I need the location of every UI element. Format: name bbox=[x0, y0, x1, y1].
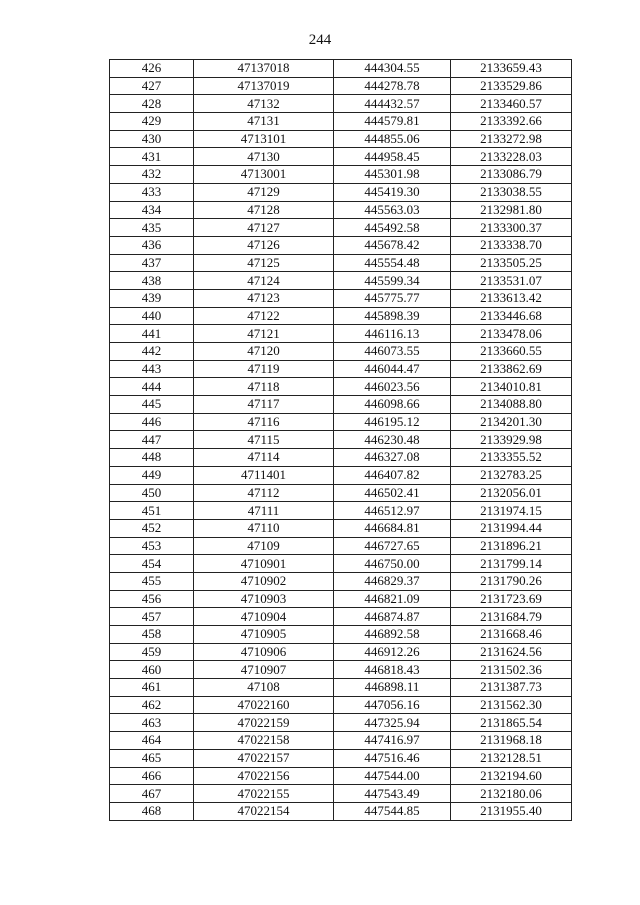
point-number-cell: 441 bbox=[110, 325, 194, 343]
y-coordinate-cell: 2131624.56 bbox=[451, 643, 572, 661]
point-id-cell: 47111 bbox=[194, 502, 334, 520]
y-coordinate-cell: 2133038.55 bbox=[451, 183, 572, 201]
point-id-cell: 47132 bbox=[194, 95, 334, 113]
point-number-cell: 467 bbox=[110, 785, 194, 803]
point-number-cell: 453 bbox=[110, 537, 194, 555]
y-coordinate-cell: 2131387.73 bbox=[451, 679, 572, 697]
y-coordinate-cell: 2131955.40 bbox=[451, 802, 572, 820]
y-coordinate-cell: 2131968.18 bbox=[451, 732, 572, 750]
x-coordinate-cell: 447544.85 bbox=[334, 802, 451, 820]
x-coordinate-cell: 446750.00 bbox=[334, 555, 451, 573]
y-coordinate-cell: 2131723.69 bbox=[451, 590, 572, 608]
table-row bbox=[110, 413, 572, 431]
point-id-cell: 4710905 bbox=[194, 626, 334, 644]
x-coordinate-cell: 446116.13 bbox=[334, 325, 451, 343]
point-id-cell: 47128 bbox=[194, 201, 334, 219]
point-number-cell: 457 bbox=[110, 608, 194, 626]
point-number-cell: 429 bbox=[110, 113, 194, 131]
point-number-cell: 442 bbox=[110, 343, 194, 361]
point-number-cell: 450 bbox=[110, 484, 194, 502]
table-row bbox=[110, 219, 572, 237]
table-row bbox=[110, 201, 572, 219]
point-number-cell: 459 bbox=[110, 643, 194, 661]
x-coordinate-cell: 445301.98 bbox=[334, 166, 451, 184]
point-number-cell: 458 bbox=[110, 626, 194, 644]
x-coordinate-cell: 447543.49 bbox=[334, 785, 451, 803]
point-id-cell: 47123 bbox=[194, 289, 334, 307]
y-coordinate-cell: 2134010.81 bbox=[451, 378, 572, 396]
point-number-cell: 427 bbox=[110, 77, 194, 95]
point-id-cell: 47131 bbox=[194, 113, 334, 131]
point-id-cell: 47119 bbox=[194, 360, 334, 378]
point-number-cell: 433 bbox=[110, 183, 194, 201]
y-coordinate-cell: 2132783.25 bbox=[451, 466, 572, 484]
point-number-cell: 460 bbox=[110, 661, 194, 679]
point-number-cell: 438 bbox=[110, 272, 194, 290]
coordinates-table-body bbox=[110, 60, 572, 821]
point-number-cell: 451 bbox=[110, 502, 194, 520]
table-row bbox=[110, 254, 572, 272]
table-row bbox=[110, 466, 572, 484]
table-row bbox=[110, 130, 572, 148]
table-row bbox=[110, 148, 572, 166]
point-number-cell: 431 bbox=[110, 148, 194, 166]
table-row bbox=[110, 396, 572, 414]
point-id-cell: 47115 bbox=[194, 431, 334, 449]
y-coordinate-cell: 2133478.06 bbox=[451, 325, 572, 343]
y-coordinate-cell: 2131684.79 bbox=[451, 608, 572, 626]
x-coordinate-cell: 446407.82 bbox=[334, 466, 451, 484]
table-row bbox=[110, 643, 572, 661]
point-number-cell: 426 bbox=[110, 60, 194, 78]
point-id-cell: 47022158 bbox=[194, 732, 334, 750]
table-row bbox=[110, 272, 572, 290]
table-row bbox=[110, 166, 572, 184]
point-number-cell: 434 bbox=[110, 201, 194, 219]
table-row bbox=[110, 661, 572, 679]
y-coordinate-cell: 2133659.43 bbox=[451, 60, 572, 78]
table-row bbox=[110, 732, 572, 750]
point-number-cell: 455 bbox=[110, 572, 194, 590]
point-id-cell: 47112 bbox=[194, 484, 334, 502]
point-number-cell: 432 bbox=[110, 166, 194, 184]
x-coordinate-cell: 445554.48 bbox=[334, 254, 451, 272]
table-row bbox=[110, 572, 572, 590]
x-coordinate-cell: 446195.12 bbox=[334, 413, 451, 431]
y-coordinate-cell: 2133272.98 bbox=[451, 130, 572, 148]
y-coordinate-cell: 2132180.06 bbox=[451, 785, 572, 803]
point-number-cell: 447 bbox=[110, 431, 194, 449]
point-number-cell: 462 bbox=[110, 696, 194, 714]
table-row bbox=[110, 785, 572, 803]
table-row bbox=[110, 236, 572, 254]
point-id-cell: 47022155 bbox=[194, 785, 334, 803]
point-id-cell: 47125 bbox=[194, 254, 334, 272]
point-id-cell: 47022159 bbox=[194, 714, 334, 732]
point-id-cell: 47120 bbox=[194, 343, 334, 361]
x-coordinate-cell: 445492.58 bbox=[334, 219, 451, 237]
point-number-cell: 463 bbox=[110, 714, 194, 732]
x-coordinate-cell: 446327.08 bbox=[334, 449, 451, 467]
point-number-cell: 443 bbox=[110, 360, 194, 378]
point-id-cell: 47116 bbox=[194, 413, 334, 431]
x-coordinate-cell: 444579.81 bbox=[334, 113, 451, 131]
x-coordinate-cell: 446044.47 bbox=[334, 360, 451, 378]
table-row bbox=[110, 519, 572, 537]
table-row bbox=[110, 77, 572, 95]
table-row bbox=[110, 449, 572, 467]
point-id-cell: 47022154 bbox=[194, 802, 334, 820]
table-row bbox=[110, 749, 572, 767]
point-number-cell: 440 bbox=[110, 307, 194, 325]
y-coordinate-cell: 2132981.80 bbox=[451, 201, 572, 219]
point-id-cell: 4710902 bbox=[194, 572, 334, 590]
x-coordinate-cell: 446502.41 bbox=[334, 484, 451, 502]
x-coordinate-cell: 446829.37 bbox=[334, 572, 451, 590]
table-row bbox=[110, 555, 572, 573]
point-id-cell: 47137019 bbox=[194, 77, 334, 95]
y-coordinate-cell: 2131790.26 bbox=[451, 572, 572, 590]
point-number-cell: 464 bbox=[110, 732, 194, 750]
x-coordinate-cell: 445563.03 bbox=[334, 201, 451, 219]
point-number-cell: 430 bbox=[110, 130, 194, 148]
table-row bbox=[110, 325, 572, 343]
x-coordinate-cell: 444278.78 bbox=[334, 77, 451, 95]
point-id-cell: 4711401 bbox=[194, 466, 334, 484]
y-coordinate-cell: 2132194.60 bbox=[451, 767, 572, 785]
table-row bbox=[110, 802, 572, 820]
point-id-cell: 47022156 bbox=[194, 767, 334, 785]
y-coordinate-cell: 2133392.66 bbox=[451, 113, 572, 131]
table-row bbox=[110, 95, 572, 113]
point-id-cell: 47022160 bbox=[194, 696, 334, 714]
table-row bbox=[110, 289, 572, 307]
point-number-cell: 439 bbox=[110, 289, 194, 307]
point-id-cell: 4713001 bbox=[194, 166, 334, 184]
table-row bbox=[110, 502, 572, 520]
x-coordinate-cell: 446073.55 bbox=[334, 343, 451, 361]
point-id-cell: 47129 bbox=[194, 183, 334, 201]
point-id-cell: 47137018 bbox=[194, 60, 334, 78]
table-row bbox=[110, 484, 572, 502]
y-coordinate-cell: 2133300.37 bbox=[451, 219, 572, 237]
point-id-cell: 4710903 bbox=[194, 590, 334, 608]
y-coordinate-cell: 2133228.03 bbox=[451, 148, 572, 166]
point-id-cell: 4713101 bbox=[194, 130, 334, 148]
x-coordinate-cell: 444304.55 bbox=[334, 60, 451, 78]
y-coordinate-cell: 2131865.54 bbox=[451, 714, 572, 732]
point-number-cell: 446 bbox=[110, 413, 194, 431]
y-coordinate-cell: 2131896.21 bbox=[451, 537, 572, 555]
point-id-cell: 47130 bbox=[194, 148, 334, 166]
point-number-cell: 456 bbox=[110, 590, 194, 608]
point-number-cell: 466 bbox=[110, 767, 194, 785]
y-coordinate-cell: 2133531.07 bbox=[451, 272, 572, 290]
x-coordinate-cell: 446684.81 bbox=[334, 519, 451, 537]
x-coordinate-cell: 446898.11 bbox=[334, 679, 451, 697]
table-row bbox=[110, 343, 572, 361]
table-row bbox=[110, 360, 572, 378]
y-coordinate-cell: 2133862.69 bbox=[451, 360, 572, 378]
y-coordinate-cell: 2133660.55 bbox=[451, 343, 572, 361]
y-coordinate-cell: 2132056.01 bbox=[451, 484, 572, 502]
page-number: 244 bbox=[308, 32, 332, 48]
table-row bbox=[110, 767, 572, 785]
y-coordinate-cell: 2131799.14 bbox=[451, 555, 572, 573]
x-coordinate-cell: 447544.00 bbox=[334, 767, 451, 785]
point-id-cell: 47022157 bbox=[194, 749, 334, 767]
y-coordinate-cell: 2133613.42 bbox=[451, 289, 572, 307]
point-id-cell: 47118 bbox=[194, 378, 334, 396]
point-id-cell: 47117 bbox=[194, 396, 334, 414]
x-coordinate-cell: 446874.87 bbox=[334, 608, 451, 626]
point-id-cell: 47124 bbox=[194, 272, 334, 290]
y-coordinate-cell: 2133446.68 bbox=[451, 307, 572, 325]
y-coordinate-cell: 2131994.44 bbox=[451, 519, 572, 537]
x-coordinate-cell: 445775.77 bbox=[334, 289, 451, 307]
point-id-cell: 47122 bbox=[194, 307, 334, 325]
x-coordinate-cell: 445898.39 bbox=[334, 307, 451, 325]
point-number-cell: 449 bbox=[110, 466, 194, 484]
x-coordinate-cell: 446512.97 bbox=[334, 502, 451, 520]
y-coordinate-cell: 2131562.30 bbox=[451, 696, 572, 714]
y-coordinate-cell: 2133505.25 bbox=[451, 254, 572, 272]
point-id-cell: 4710901 bbox=[194, 555, 334, 573]
x-coordinate-cell: 446821.09 bbox=[334, 590, 451, 608]
point-number-cell: 435 bbox=[110, 219, 194, 237]
table-row bbox=[110, 714, 572, 732]
table-row bbox=[110, 679, 572, 697]
point-number-cell: 454 bbox=[110, 555, 194, 573]
table-row bbox=[110, 307, 572, 325]
table-row bbox=[110, 431, 572, 449]
y-coordinate-cell: 2131974.15 bbox=[451, 502, 572, 520]
point-number-cell: 428 bbox=[110, 95, 194, 113]
x-coordinate-cell: 446912.26 bbox=[334, 643, 451, 661]
table-row bbox=[110, 60, 572, 78]
point-id-cell: 47121 bbox=[194, 325, 334, 343]
x-coordinate-cell: 446892.58 bbox=[334, 626, 451, 644]
point-number-cell: 437 bbox=[110, 254, 194, 272]
x-coordinate-cell: 445419.30 bbox=[334, 183, 451, 201]
x-coordinate-cell: 444432.57 bbox=[334, 95, 451, 113]
point-number-cell: 461 bbox=[110, 679, 194, 697]
point-number-cell: 448 bbox=[110, 449, 194, 467]
x-coordinate-cell: 447516.46 bbox=[334, 749, 451, 767]
point-id-cell: 47110 bbox=[194, 519, 334, 537]
point-id-cell: 47109 bbox=[194, 537, 334, 555]
table-row bbox=[110, 626, 572, 644]
point-number-cell: 436 bbox=[110, 236, 194, 254]
point-number-cell: 452 bbox=[110, 519, 194, 537]
y-coordinate-cell: 2134201.30 bbox=[451, 413, 572, 431]
point-id-cell: 47126 bbox=[194, 236, 334, 254]
x-coordinate-cell: 447416.97 bbox=[334, 732, 451, 750]
x-coordinate-cell: 446230.48 bbox=[334, 431, 451, 449]
x-coordinate-cell: 445678.42 bbox=[334, 236, 451, 254]
point-number-cell: 465 bbox=[110, 749, 194, 767]
coordinates-table bbox=[109, 59, 572, 821]
point-number-cell: 445 bbox=[110, 396, 194, 414]
table-row bbox=[110, 608, 572, 626]
y-coordinate-cell: 2133355.52 bbox=[451, 449, 572, 467]
y-coordinate-cell: 2131668.46 bbox=[451, 626, 572, 644]
point-id-cell: 4710907 bbox=[194, 661, 334, 679]
x-coordinate-cell: 446023.56 bbox=[334, 378, 451, 396]
y-coordinate-cell: 2131502.36 bbox=[451, 661, 572, 679]
y-coordinate-cell: 2133338.70 bbox=[451, 236, 572, 254]
x-coordinate-cell: 447325.94 bbox=[334, 714, 451, 732]
y-coordinate-cell: 2133929.98 bbox=[451, 431, 572, 449]
point-id-cell: 47114 bbox=[194, 449, 334, 467]
table-row bbox=[110, 537, 572, 555]
table-row bbox=[110, 590, 572, 608]
point-id-cell: 4710904 bbox=[194, 608, 334, 626]
table-row bbox=[110, 183, 572, 201]
point-number-cell: 468 bbox=[110, 802, 194, 820]
x-coordinate-cell: 446098.66 bbox=[334, 396, 451, 414]
y-coordinate-cell: 2133529.86 bbox=[451, 77, 572, 95]
x-coordinate-cell: 444855.06 bbox=[334, 130, 451, 148]
point-number-cell: 444 bbox=[110, 378, 194, 396]
y-coordinate-cell: 2134088.80 bbox=[451, 396, 572, 414]
point-id-cell: 4710906 bbox=[194, 643, 334, 661]
x-coordinate-cell: 444958.45 bbox=[334, 148, 451, 166]
y-coordinate-cell: 2133460.57 bbox=[451, 95, 572, 113]
point-id-cell: 47127 bbox=[194, 219, 334, 237]
point-id-cell: 47108 bbox=[194, 679, 334, 697]
table-row bbox=[110, 696, 572, 714]
y-coordinate-cell: 2132128.51 bbox=[451, 749, 572, 767]
table-row bbox=[110, 378, 572, 396]
x-coordinate-cell: 446818.43 bbox=[334, 661, 451, 679]
table-row bbox=[110, 113, 572, 131]
x-coordinate-cell: 446727.65 bbox=[334, 537, 451, 555]
y-coordinate-cell: 2133086.79 bbox=[451, 166, 572, 184]
x-coordinate-cell: 447056.16 bbox=[334, 696, 451, 714]
x-coordinate-cell: 445599.34 bbox=[334, 272, 451, 290]
